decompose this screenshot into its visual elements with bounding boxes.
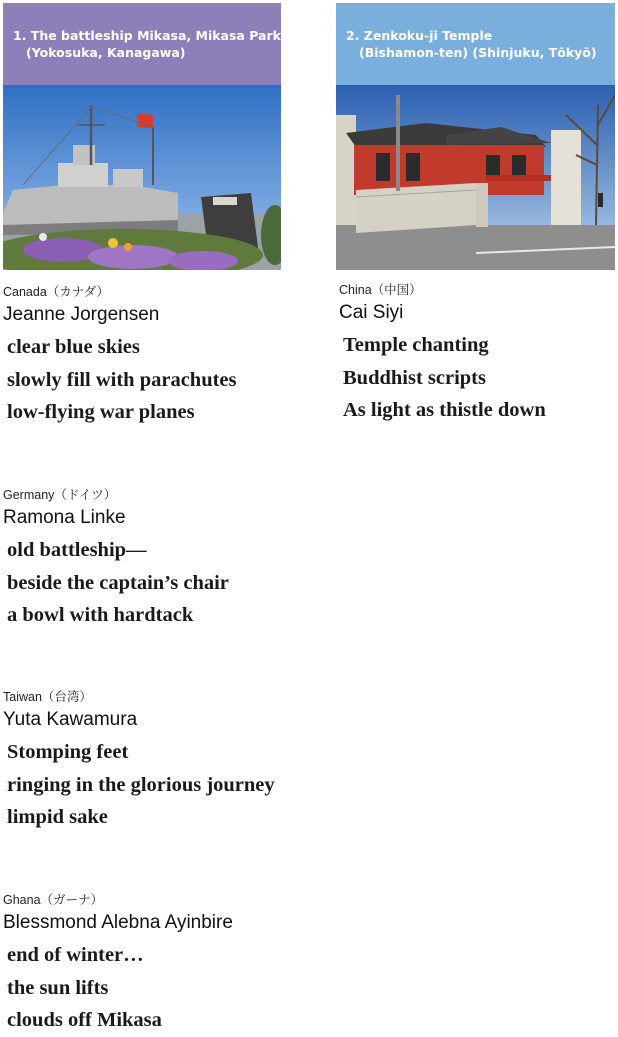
haiku-line: Stomping feet xyxy=(7,741,129,763)
haiku-line: limpid sake xyxy=(7,806,108,828)
battleship-photo xyxy=(3,85,281,270)
haiku-text xyxy=(3,331,237,429)
photo-caption xyxy=(336,3,615,85)
haiku-line: low-flying war planes xyxy=(7,401,195,423)
photo-caption xyxy=(3,3,281,85)
haiku-line: the sun lifts xyxy=(7,976,109,999)
photo-caption-line1: 2. Zenkoku-ji Temple xyxy=(346,28,493,43)
haiku-entry xyxy=(339,283,546,427)
photo-caption-line2: (Yokosuka, Kanagawa) xyxy=(26,45,186,60)
poet-name: Cai Siyi xyxy=(339,302,404,323)
haiku-entry xyxy=(3,893,233,1037)
photo-card-zenkokuji xyxy=(336,3,614,270)
haiku-line: clear blue skies xyxy=(7,336,140,358)
haiku-line: Buddhist scripts xyxy=(343,366,486,389)
country-label: Germany（ドイツ） xyxy=(3,488,117,502)
haiku-line: old battleship— xyxy=(7,539,147,561)
haiku-text xyxy=(339,329,546,427)
photo-caption-line1: 1. The battleship Mikasa, Mikasa Park xyxy=(13,28,281,43)
poet-name: Jeanne Jorgensen xyxy=(3,304,160,325)
photo-card-mikasa xyxy=(3,3,281,270)
country-label: Taiwan（台湾） xyxy=(3,690,92,704)
poet-name: Ramona Linke xyxy=(3,507,126,528)
haiku-text xyxy=(3,939,233,1037)
haiku-text xyxy=(3,736,275,834)
haiku-entry xyxy=(3,285,237,429)
temple-photo xyxy=(336,85,615,270)
haiku-line: Temple chanting xyxy=(343,334,489,356)
haiku-text xyxy=(3,534,229,632)
haiku-line: ringing in the glorious journey xyxy=(7,773,275,796)
haiku-line: end of winter… xyxy=(7,944,144,966)
haiku-entry xyxy=(3,488,229,632)
country-label: China（中国） xyxy=(339,283,422,297)
country-label: Ghana（ガーナ） xyxy=(3,893,104,907)
haiku-line: slowly fill with parachutes xyxy=(7,368,237,391)
haiku-line: clouds off Mikasa xyxy=(7,1009,162,1031)
poet-name: Yuta Kawamura xyxy=(3,709,138,730)
haiku-line: beside the captain’s chair xyxy=(7,571,229,594)
haiku-entry xyxy=(3,690,275,834)
photo-caption-line2: (Bishamon-ten) (Shinjuku, Tōkyō) xyxy=(359,45,597,60)
haiku-line: a bowl with hardtack xyxy=(7,604,194,626)
haiku-line: As light as thistle down xyxy=(343,399,546,421)
country-label: Canada（カナダ） xyxy=(3,285,110,299)
poet-name: Blessmond Alebna Ayinbire xyxy=(3,912,233,933)
